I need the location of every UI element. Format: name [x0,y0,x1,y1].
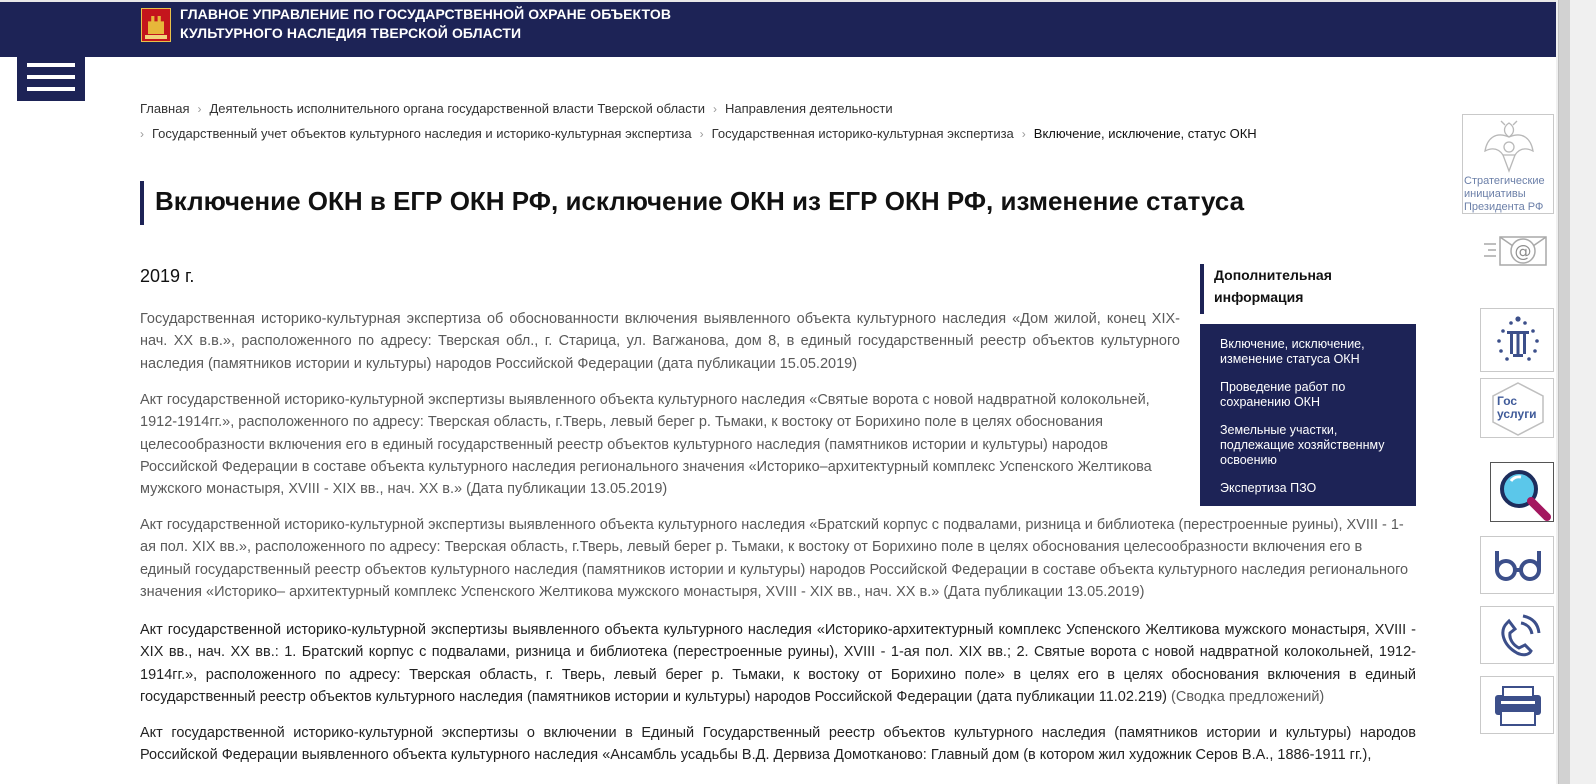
glasses-icon [1481,537,1555,595]
aside-title: Дополнительная информация [1200,264,1416,314]
breadcrumb [140,101,893,116]
document-paragraph[interactable]: Государственная историко-культурная экспертиза об обоснованности включения выявленного объекта культурного наследия «Дом жилой, конец XIX-нач. XX в.в.», расположенного по адресу: Тверская обл., г. Старица, ул. Вагжанова, дом 8, в единый государственный реестр объектов культурного наследия (памятников истории и культуры) народов Российской Федерации (дата публикации 15.05.2019) [140,311,1180,372]
svg-text:@: @ [1514,242,1532,262]
breadcrumb-directions[interactable]: Направления деятельности [725,101,893,116]
president-initiatives-banner[interactable] [1462,114,1554,214]
hamburger-menu-icon[interactable] [17,57,85,101]
president-initiatives-label: Стратегические инициативы Президента РФ [1464,175,1545,213]
aside-link-pzo[interactable]: Экспертиза ПЗО [1220,481,1317,495]
print-button[interactable] [1480,676,1554,734]
aside-links [1200,324,1416,506]
search-button[interactable] [1490,462,1554,522]
document-paragraph[interactable]: Акт государственной историко-культурной экспертизы выявленного объекта культурного наследия «Братский корпус с подвалами, ризница и библиотека (перестроенные руины), XVIII - 1-ая пол. XIX вв.», расположенного по адресу: Тверская область, г.Тверь, левый берег р. Тьмаки, к востоку от Борихино поле в целях обоснования целесообразности включения его в единый государственный реестр объектов культурного наследия (памятников истории и культуры) народов Российской Федерации в составе объекта культурного наследия регионального значения «Историко– архитектурный комплекс Успенского Желтикова мужского монастыря, XVIII - XIX вв., нач. XX в.» (Дата публикации 13.05.2019) [140,517,1409,600]
aside-link-works[interactable]: Проведение работ по сохранению ОКН [1220,380,1346,409]
gosuslugi-button[interactable] [1480,378,1554,438]
email-at-icon[interactable] [1482,232,1552,270]
site-title-line2: КУЛЬТУРНОГО НАСЛЕДИЯ ТВЕРСКОЙ ОБЛАСТИ [180,25,522,41]
chevron-right-icon: › [713,102,717,116]
breadcrumb-current: Включение, исключение, статус ОКН [1033,126,1257,141]
chevron-right-icon: › [140,127,144,141]
summary-link[interactable]: (Сводка предложений) [1171,688,1325,705]
document-paragraph: Акт государственной историко-культурной экспертизы о включении в Единый Государственный реестр объектов культурного наследия (памятников истории и культуры) народов Российской Федерации выявленного объекта культурного наследия «Ансамбль усадьбы В.Д. Дервиза Домотканово: Главный дом (в котором жил художник Серов В.А., 1886-1911 гг.), [140,725,1416,764]
aside-link-land[interactable]: Земельные участки, подлежащие хозяйственнму освоению [1220,423,1385,467]
document-paragraph [140,619,1416,708]
site-title-line1: ГЛАВНОЕ УПРАВЛЕНИЕ ПО ГОСУДАРСТВЕННОЙ ОХРАНЕ ОБЪЕКТОВ [180,6,672,22]
heritage-logo-icon[interactable] [1480,308,1554,372]
breadcrumb-row-2 [140,126,1257,141]
scrollbar-thumb[interactable] [1558,0,1570,784]
gosuslugi-label: Гос услуги [1497,394,1537,421]
chevron-right-icon: › [699,127,704,141]
aside-link-status[interactable]: Включение, исключение, изменение статуса ОКН [1220,337,1365,366]
site-header [0,0,1556,57]
document-paragraph[interactable]: Акт государственной историко-культурной экспертизы выявленного объекта культурного наследия «Святые ворота с новой надвратной колокольней, 1912-1914гг.», расположенного по адресу: Тверская область, г.Тверь, левый берег р. Тьмаки, к востоку от Борихино поле в целях обоснования целесообразности включения его в единый государственный реестр объектов культурного наследия (памятников истории и культуры) народов Российской Федерации в составе объекта культурного наследия регионального значения «Историко–архитектурный комплекс Успенского Желтикова мужского монастыря, XVIII - XIX вв., нач. XX в.» (Дата публикации 13.05.2019) [140,392,1152,498]
site-title[interactable] [180,5,671,43]
chevron-right-icon: › [1021,127,1026,141]
russian-eagle-icon [1463,115,1555,175]
phone-button[interactable] [1480,606,1554,664]
chevron-right-icon: › [197,102,202,116]
search-magnifier-icon [1491,463,1555,523]
breadcrumb-expertise[interactable]: Государственная историко-культурная экспертиза [711,126,1014,141]
printer-icon [1481,677,1555,735]
page-scrollbar[interactable] [1556,0,1596,784]
accessibility-button[interactable] [1480,536,1554,594]
year-heading: 2019 г. [140,266,195,286]
page-title: Включение ОКН в ЕГР ОКН РФ, исключение ОКН из ЕГР ОКН РФ, изменение статуса [140,181,1244,225]
breadcrumb-state-accounting[interactable]: Государственный учет объектов культурного наследия и историко-культурная экспертиза [152,126,692,141]
document-paragraph-text: Акт государственной историко-культурной экспертизы выявленного объекта культурного наследия «Историко-архитектурный комплекс Успенского Желтикова мужского монастыря, XVIII - XIX вв., нач. XX вв.: 1. Братский корпус с подвалами, ризница и библиотека (перестроенные руины), XVIII - 1-ая пол. XIX вв.; 2. Святые ворота с новой надвратной колокольней, 1912-1914гг.», расположенного по адресу: Тверская область, г. Тверь, левый берег р. Тьмаки, к востоку от Борихино поле» в целях его в целях обоснования включения в единый государственный реестр объектов культурного наследия (памятников истории и культуры) народов Российской Федерации (дата публикации 11.02.219) [140,622,1416,705]
breadcrumb-activity[interactable]: Деятельность исполнительного органа государственной власти Тверской области [209,101,705,116]
tver-crest-icon[interactable] [141,8,171,42]
breadcrumb-home[interactable]: Главная [140,101,190,116]
phone-icon [1481,607,1555,665]
